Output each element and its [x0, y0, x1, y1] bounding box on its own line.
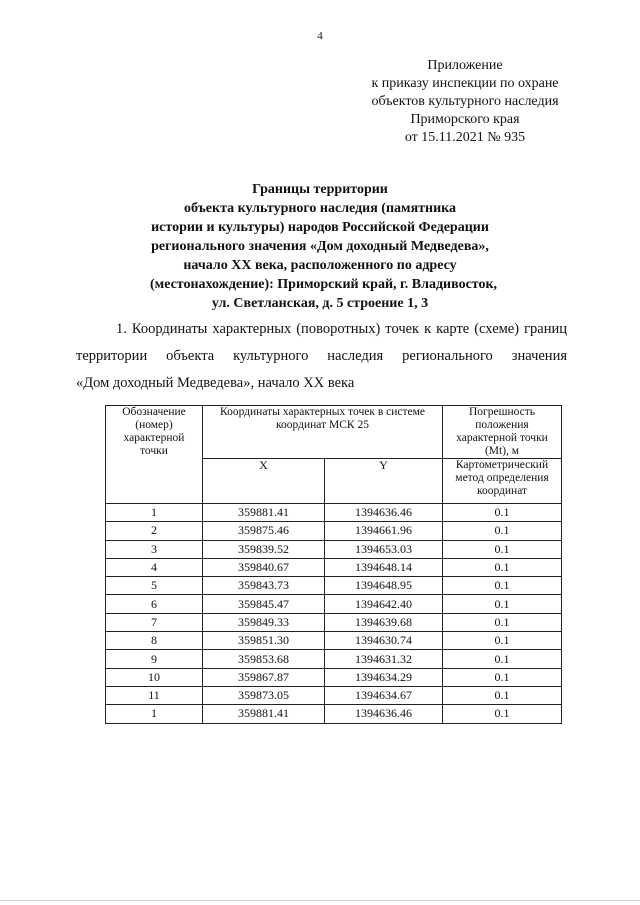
table-row	[106, 522, 562, 540]
cell-error: 0.1	[443, 705, 562, 723]
cell-point-number: 10	[106, 668, 203, 686]
cell-x: 359849.33	[203, 613, 325, 631]
table-row	[106, 705, 562, 723]
table-row	[106, 668, 562, 686]
cell-error: 0.1	[443, 558, 562, 576]
cell-error: 0.1	[443, 632, 562, 650]
cell-y: 1394636.46	[325, 504, 443, 522]
header-x: X	[203, 459, 325, 504]
cell-y: 1394639.68	[325, 613, 443, 631]
header-method: Картометрический метод определения координат	[443, 459, 562, 504]
cell-x: 359843.73	[203, 577, 325, 595]
cell-error: 0.1	[443, 613, 562, 631]
cell-x: 359845.47	[203, 595, 325, 613]
cell-error: 0.1	[443, 595, 562, 613]
cell-x: 359873.05	[203, 686, 325, 704]
title-line: регионального значения «Дом доходный Медведева»,	[151, 239, 489, 254]
intro-line: территории объекта культурного наследия регионального значения	[76, 348, 567, 364]
document-title	[150, 180, 498, 313]
title-line: начало XX века, расположенного по адресу	[183, 258, 457, 273]
cell-error: 0.1	[443, 686, 562, 704]
cell-error: 0.1	[443, 650, 562, 668]
cell-point-number: 1	[106, 705, 203, 723]
table-row	[106, 650, 562, 668]
title-line: истории и культуры) народов Российской Федерации	[151, 220, 489, 235]
table-row	[106, 686, 562, 704]
cell-point-number: 4	[106, 558, 203, 576]
cell-point-number: 2	[106, 522, 203, 540]
page-bottom-edge	[0, 900, 640, 901]
cell-point-number: 9	[106, 650, 203, 668]
header-point-number: Обозначение (номер) характерной точки	[106, 406, 203, 504]
cell-error: 0.1	[443, 522, 562, 540]
header-y: Y	[325, 459, 443, 504]
table-header-row	[106, 406, 562, 459]
cell-y: 1394648.95	[325, 577, 443, 595]
table-row	[106, 595, 562, 613]
cell-point-number: 5	[106, 577, 203, 595]
appendix-line: Приложение	[427, 58, 503, 73]
intro-line: «Дом доходный Медведева», начало XX века	[76, 375, 355, 391]
cell-point-number: 6	[106, 595, 203, 613]
cell-error: 0.1	[443, 504, 562, 522]
title-line: объекта культурного наследия (памятника	[183, 201, 457, 216]
cell-x: 359840.67	[203, 558, 325, 576]
cell-point-number: 7	[106, 613, 203, 631]
cell-y: 1394661.96	[325, 522, 443, 540]
table-row	[106, 504, 562, 522]
cell-y: 1394653.03	[325, 540, 443, 558]
cell-y: 1394634.29	[325, 668, 443, 686]
appendix-line: к приказу инспекции по охране	[371, 76, 559, 91]
appendix-header	[350, 57, 580, 147]
title-line: Границы территории	[252, 182, 388, 197]
table-body	[106, 504, 562, 724]
table-row	[106, 558, 562, 576]
cell-x: 359881.41	[203, 705, 325, 723]
cell-y: 1394631.32	[325, 650, 443, 668]
cell-error: 0.1	[443, 668, 562, 686]
cell-x: 359875.46	[203, 522, 325, 540]
cell-y: 1394630.74	[325, 632, 443, 650]
title-line: (местонахождение): Приморский край, г. Владивосток,	[150, 277, 498, 292]
cell-y: 1394636.46	[325, 705, 443, 723]
page-number: 4	[317, 30, 323, 42]
intro-paragraph	[76, 316, 567, 397]
cell-x: 359851.30	[203, 632, 325, 650]
cell-error: 0.1	[443, 540, 562, 558]
cell-point-number: 8	[106, 632, 203, 650]
cell-point-number: 11	[106, 686, 203, 704]
table-row	[106, 632, 562, 650]
appendix-line: Приморского края	[410, 112, 520, 127]
appendix-date-line: от 15.11.2021 № 935	[404, 130, 526, 145]
cell-y: 1394642.40	[325, 595, 443, 613]
cell-x: 359881.41	[203, 504, 325, 522]
cell-point-number: 3	[106, 540, 203, 558]
coordinates-table	[105, 405, 562, 724]
table-row	[106, 540, 562, 558]
title-line: ул. Светланская, д. 5 строение 1, 3	[211, 296, 429, 311]
appendix-line: объектов культурного наследия	[371, 94, 559, 109]
cell-x: 359853.68	[203, 650, 325, 668]
cell-y: 1394634.67	[325, 686, 443, 704]
cell-point-number: 1	[106, 504, 203, 522]
table-row	[106, 577, 562, 595]
intro-line: 1. Координаты характерных (поворотных) точек к карте (схеме) границ	[116, 321, 567, 337]
table-row	[106, 613, 562, 631]
cell-y: 1394648.14	[325, 558, 443, 576]
header-error: Погрешность положения характерной точки (Mt), м	[443, 406, 562, 459]
cell-x: 359867.87	[203, 668, 325, 686]
header-coordinates: Координаты характерных точек в системе координат МСК 25	[203, 406, 443, 459]
cell-x: 359839.52	[203, 540, 325, 558]
cell-error: 0.1	[443, 577, 562, 595]
